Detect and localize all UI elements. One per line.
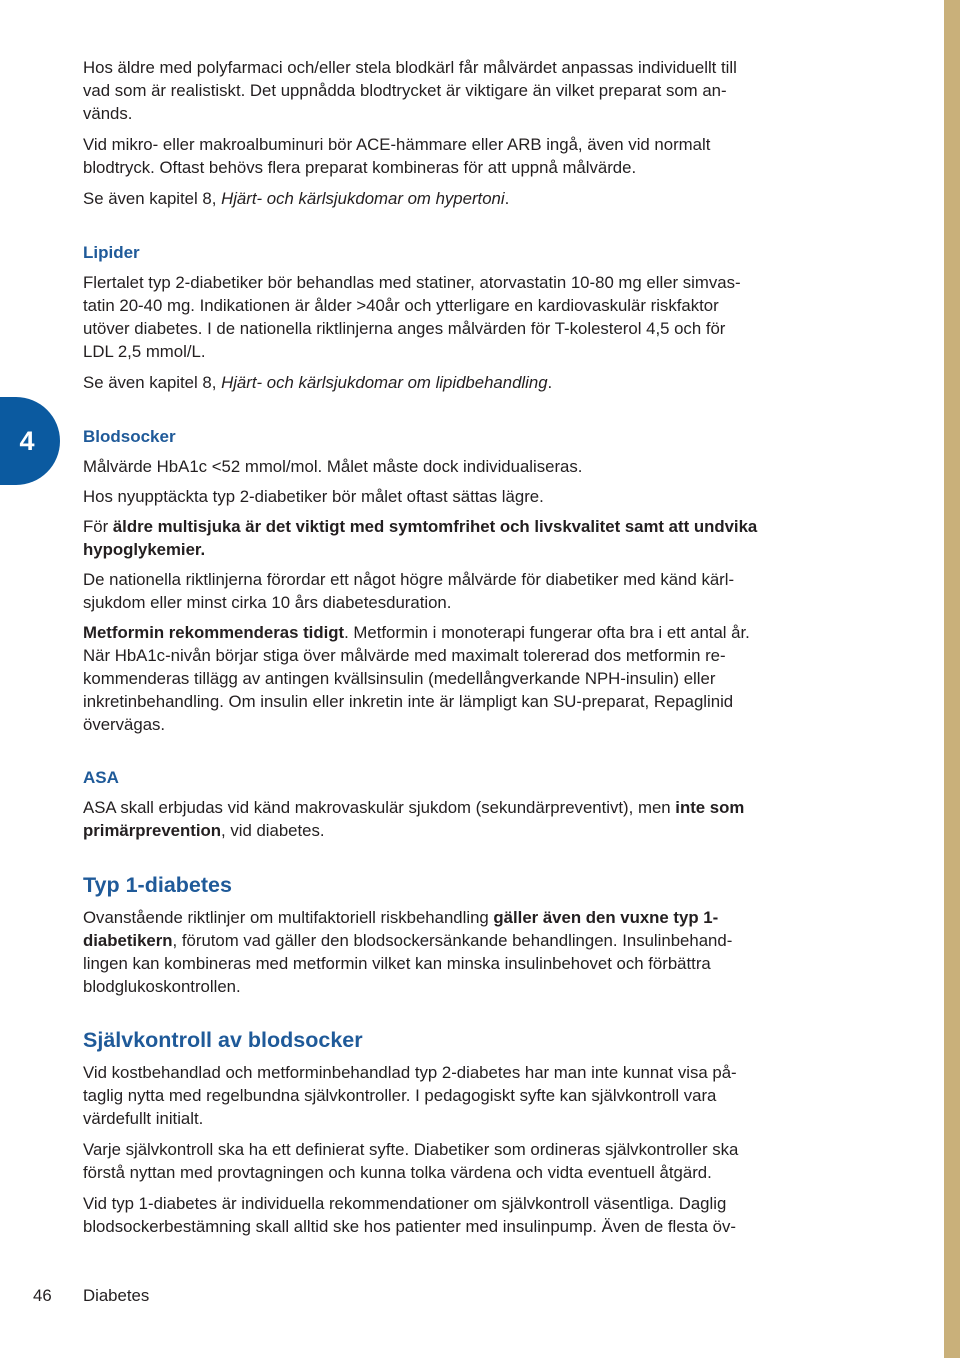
sjalvkontroll-paragraph-1: Vid kostbehandlad och metforminbehandlad typ 2-diabetes har man inte kunnat visa på- taglig nytta med regelbundna självkontroller. I pedagogiskt syfte kan självkontroll vara värdefullt initialt. — [83, 1063, 737, 1128]
blodsocker-paragraph-4: De nationella riktlinjerna förordar ett något högre målvärde för diabetiker med känd kärl- sjukdom eller minst cirka 10 års diabetesduration. — [83, 570, 735, 612]
page-content — [83, 56, 813, 1238]
heading-sjalvkontroll: Självkontroll av blodsocker — [83, 1028, 363, 1052]
typ1-paragraph: Ovanstående riktlinjer om multifaktoriell riskbehandling gäller även den vuxne typ 1- diabetikern, förutom vad gäller den blodsockersänkande behandlingen. Insulinbehand- lingen kan kombineras med metformin vilket kan minska insulinbehovet och förbättra blodglukoskontrollen. — [83, 908, 733, 996]
chapter-tab — [0, 397, 60, 485]
sjalvkontroll-paragraph-3: Vid typ 1-diabetes är individuella rekommendationer om självkontroll väsentliga. Daglig blodsockerbestämning skall alltid ske hos patienter med insulinpump. Även de flesta öv- — [83, 1194, 736, 1236]
blodsocker-paragraph-3: För äldre multisjuka är det viktigt med symtomfrihet och livskvalitet samt att undvika hypoglykemier. — [83, 517, 758, 559]
sjalvkontroll-paragraph-2: Varje självkontroll ska ha ett definierat syfte. Diabetiker som ordineras självkontroller ska förstå nyttan med provtagningen och kunna tolka värdena och vidta eventuell åtgärd. — [83, 1140, 739, 1182]
heading-asa: ASA — [83, 768, 119, 787]
blodsocker-paragraph-2: Hos nyupptäckta typ 2-diabetiker bör målet oftast sättas lägre. — [83, 487, 544, 506]
intro-reference: Se även kapitel 8, Hjärt- och kärlsjukdomar om hypertoni. — [83, 189, 510, 208]
intro-paragraph-2: Vid mikro- eller makroalbuminuri bör ACE-hämmare eller ARB ingå, även vid normalt blodtryck. Oftast behövs flera preparat kombineras för att uppnå målvärde. — [83, 135, 711, 177]
blodsocker-paragraph-5: Metformin rekommenderas tidigt. Metformin i monoterapi fungerar ofta bra i ett antal år. När HbA1c-nivån börjar stiga över målvärde med maximalt tolererad dos metformin re- kommenderas tillägg av antingen kvällsinsulin (medellångverkande NPH-insulin) eller inkretinbehandling. Om insulin eller inkretin inte är lämpligt kan SU-preparat, Repaglinid övervägas. — [83, 623, 750, 734]
asa-paragraph: ASA skall erbjudas vid känd makrovaskulär sjukdom (sekundärpreventivt), men inte som primärprevention, vid diabetes. — [83, 798, 745, 840]
blodsocker-paragraph-1: Målvärde HbA1c <52 mmol/mol. Målet måste dock individualiseras. — [83, 457, 583, 476]
heading-blodsocker: Blodsocker — [83, 427, 176, 446]
footer-title: Diabetes — [83, 1286, 150, 1305]
lipider-paragraph: Flertalet typ 2-diabetiker bör behandlas med statiner, atorvastatin 10-80 mg eller simvas- tatin 20-40 mg. Indikationen är ålder >40år och ytterligare en kardiovaskulär riskfaktor utöver diabetes. I de nationella riktlinjerna anges målvärden för T-kolesterol 4,5 och för LDL 2,5 mmol/L. — [83, 273, 741, 361]
lipider-reference: Se även kapitel 8, Hjärt- och kärlsjukdomar om lipidbehandling. — [83, 373, 553, 392]
chapter-number: 4 — [19, 425, 35, 456]
page-number: 46 — [33, 1286, 52, 1305]
heading-typ1-diabetes: Typ 1-diabetes — [83, 873, 232, 897]
heading-lipider: Lipider — [83, 243, 140, 262]
right-edge-bar — [944, 0, 960, 1358]
intro-paragraph-1: Hos äldre med polyfarmaci och/eller stela blodkärl får målvärdet anpassas individuellt till vad som är realistiskt. Det uppnådda blodtrycket är viktigare än vilket preparat som an- vänds. — [83, 58, 737, 123]
